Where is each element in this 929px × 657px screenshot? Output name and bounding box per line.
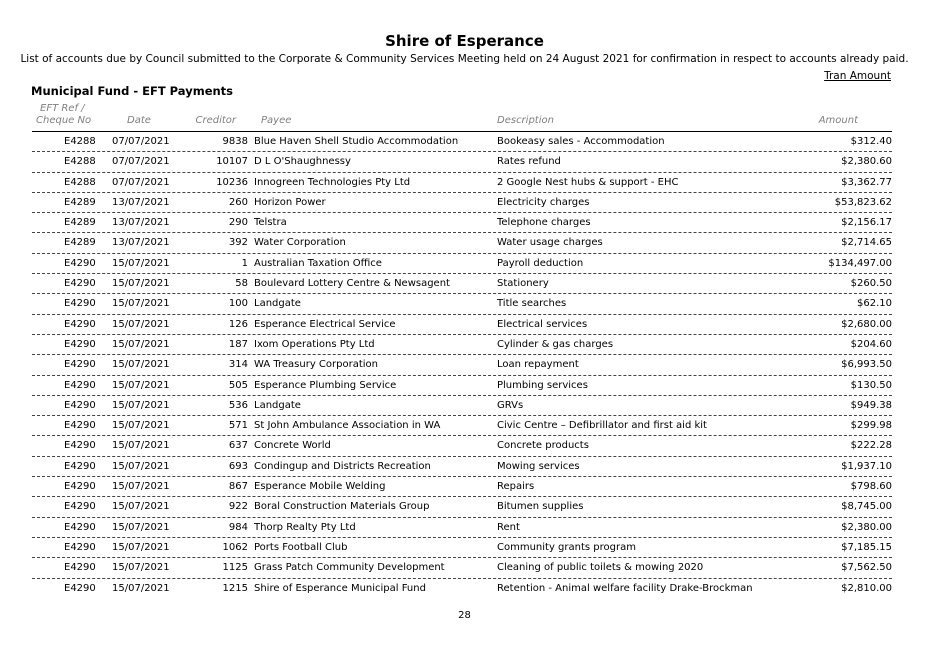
cell-creditor: 100 [228, 298, 248, 310]
cell-creditor: 637 [228, 440, 248, 452]
table-row [32, 294, 892, 314]
cell-creditor: 505 [228, 379, 248, 391]
cell-date: 15/07/2021 [112, 582, 170, 594]
cell-ref: E4290 [64, 460, 96, 472]
column-header-amount: Amount [818, 115, 858, 126]
table-row [32, 173, 892, 193]
cell-ref: E4290 [64, 541, 96, 553]
table-row [32, 538, 892, 558]
cell-payee: Horizon Power [254, 196, 326, 208]
cell-payee: Boral Construction Materials Group [254, 501, 430, 513]
cell-payee: Telstra [254, 217, 287, 229]
cell-description: Stationery [497, 278, 549, 290]
cell-ref: E4290 [64, 420, 96, 432]
cell-creditor: 290 [228, 217, 248, 229]
cell-description: Bookeasy sales - Accommodation [497, 136, 665, 147]
cell-payee: Esperance Electrical Service [254, 318, 396, 330]
cell-creditor: 9838 [222, 136, 248, 147]
cell-date: 15/07/2021 [112, 278, 170, 290]
cell-date: 15/07/2021 [112, 379, 170, 391]
payments-table [32, 132, 892, 598]
cell-amount: $134,497.00 [828, 257, 892, 269]
table-row [32, 254, 892, 274]
cell-creditor: 10236 [216, 176, 248, 188]
cell-creditor: 58 [235, 278, 248, 290]
cell-payee: Water Corporation [254, 237, 346, 249]
cell-date: 15/07/2021 [112, 257, 170, 269]
table-row [32, 579, 892, 598]
cell-creditor: 314 [228, 359, 248, 371]
cell-amount: $6,993.50 [841, 359, 892, 371]
cell-payee: Condingup and Districts Recreation [254, 460, 431, 472]
table-row [32, 416, 892, 436]
cell-amount: $2,680.00 [841, 318, 892, 330]
cell-date: 13/07/2021 [112, 217, 170, 229]
table-row [32, 132, 892, 152]
column-header-ref-line2: Cheque No [36, 115, 92, 126]
table-row [32, 457, 892, 477]
table-row [32, 558, 892, 578]
cell-payee: St John Ambulance Association in WA [254, 420, 441, 432]
cell-date: 07/07/2021 [112, 176, 170, 188]
cell-payee: D L O'Shaughnessy [254, 156, 351, 168]
cell-description: Cleaning of public toilets & mowing 2020 [497, 562, 704, 574]
cell-description: Telephone charges [497, 217, 591, 229]
cell-date: 15/07/2021 [112, 541, 170, 553]
cell-description: Electrical services [497, 318, 588, 330]
cell-ref: E4290 [64, 298, 96, 310]
cell-payee: Grass Patch Community Development [254, 562, 445, 574]
table-row [32, 233, 892, 253]
cell-description: Rent [497, 521, 520, 533]
cell-ref: E4289 [64, 237, 96, 249]
cell-description: 2 Google Nest hubs & support - EHC [497, 176, 679, 188]
cell-description: Electricity charges [497, 196, 590, 208]
cell-date: 15/07/2021 [112, 440, 170, 452]
cell-amount: $2,156.17 [841, 217, 892, 229]
cell-date: 15/07/2021 [112, 399, 170, 411]
cell-payee: Landgate [254, 298, 301, 310]
cell-creditor: 10107 [216, 156, 248, 168]
cell-payee: WA Treasury Corporation [254, 359, 378, 371]
table-row [32, 436, 892, 456]
cell-payee: Esperance Mobile Welding [254, 481, 386, 493]
column-header-date: Date [127, 115, 151, 126]
cell-description: Payroll deduction [497, 257, 584, 269]
cell-ref: E4288 [64, 156, 96, 168]
cell-amount: $8,745.00 [841, 501, 892, 513]
cell-amount: $2,380.60 [841, 156, 892, 168]
cell-payee: Boulevard Lottery Centre & Newsagent [254, 278, 450, 290]
table-row [32, 315, 892, 335]
column-header-ref-line1: EFT Ref / [40, 103, 85, 114]
cell-amount: $949.38 [850, 399, 892, 411]
cell-date: 13/07/2021 [112, 196, 170, 208]
table-row [32, 335, 892, 355]
column-header-creditor: Creditor [195, 115, 236, 126]
cell-creditor: 922 [228, 501, 248, 513]
cell-ref: E4289 [64, 196, 96, 208]
cell-amount: $3,362.77 [841, 176, 892, 188]
cell-ref: E4290 [64, 257, 96, 269]
cell-payee: Ixom Operations Pty Ltd [254, 338, 375, 350]
cell-amount: $798.60 [850, 481, 892, 493]
tran-amount-label: Tran Amount [824, 70, 891, 82]
cell-ref: E4290 [64, 501, 96, 513]
cell-creditor: 1 [241, 257, 248, 269]
page-title: Shire of Esperance [385, 32, 544, 50]
cell-ref: E4290 [64, 562, 96, 574]
cell-ref: E4290 [64, 582, 96, 594]
table-row [32, 152, 892, 172]
cell-date: 15/07/2021 [112, 501, 170, 513]
cell-ref: E4288 [64, 136, 96, 147]
cell-payee: Landgate [254, 399, 301, 411]
cell-ref: E4290 [64, 440, 96, 452]
cell-amount: $1,937.10 [841, 460, 892, 472]
column-header-description: Description [497, 115, 554, 126]
cell-ref: E4290 [64, 481, 96, 493]
cell-amount: $260.50 [850, 278, 892, 290]
cell-amount: $2,810.00 [841, 582, 892, 594]
cell-date: 15/07/2021 [112, 420, 170, 432]
table-row [32, 497, 892, 517]
cell-creditor: 187 [228, 338, 248, 350]
cell-payee: Australian Taxation Office [254, 257, 382, 269]
cell-description: Water usage charges [497, 237, 603, 249]
cell-date: 15/07/2021 [112, 338, 170, 350]
cell-description: Title searches [497, 298, 567, 310]
cell-creditor: 260 [228, 196, 248, 208]
cell-description: Concrete products [497, 440, 589, 452]
table-row [32, 518, 892, 538]
table-row [32, 376, 892, 396]
cell-ref: E4290 [64, 278, 96, 290]
cell-creditor: 984 [228, 521, 248, 533]
cell-description: Rates refund [497, 156, 561, 168]
cell-payee: Thorp Realty Pty Ltd [254, 521, 356, 533]
cell-ref: E4290 [64, 338, 96, 350]
fund-heading: Municipal Fund - EFT Payments [31, 84, 234, 98]
cell-amount: $222.28 [850, 440, 892, 452]
cell-description: Civic Centre – Defibrillator and first aid kit [497, 420, 707, 432]
cell-payee: Concrete World [254, 440, 331, 452]
cell-creditor: 536 [228, 399, 248, 411]
page-number: 28 [458, 610, 471, 621]
table-row [32, 355, 892, 375]
cell-date: 15/07/2021 [112, 481, 170, 493]
cell-payee: Shire of Esperance Municipal Fund [254, 582, 426, 594]
column-header-payee: Payee [261, 115, 292, 126]
cell-ref: E4290 [64, 379, 96, 391]
cell-description: Repairs [497, 481, 535, 493]
cell-description: Mowing services [497, 460, 580, 472]
cell-creditor: 1062 [222, 541, 248, 553]
cell-date: 15/07/2021 [112, 298, 170, 310]
cell-description: Cylinder & gas charges [497, 338, 614, 350]
cell-ref: E4289 [64, 217, 96, 229]
cell-ref: E4290 [64, 521, 96, 533]
cell-description: Community grants program [497, 541, 636, 553]
cell-description: Retention - Animal welfare facility Drake-Brockman [497, 582, 753, 594]
cell-creditor: 392 [228, 237, 248, 249]
cell-date: 07/07/2021 [112, 156, 170, 168]
cell-ref: E4290 [64, 399, 96, 411]
cell-amount: $2,714.65 [841, 237, 892, 249]
table-row [32, 213, 892, 233]
cell-ref: E4290 [64, 318, 96, 330]
cell-creditor: 1125 [222, 562, 248, 574]
cell-amount: $299.98 [850, 420, 892, 432]
cell-creditor: 126 [228, 318, 248, 330]
cell-creditor: 571 [228, 420, 248, 432]
cell-date: 15/07/2021 [112, 562, 170, 574]
cell-amount: $7,562.50 [841, 562, 892, 574]
table-row [32, 396, 892, 416]
cell-amount: $2,380.00 [841, 521, 892, 533]
cell-amount: $204.60 [850, 338, 892, 350]
cell-payee: Innogreen Technologies Pty Ltd [254, 176, 411, 188]
cell-description: Bitumen supplies [497, 501, 584, 513]
cell-ref: E4290 [64, 359, 96, 371]
cell-date: 15/07/2021 [112, 460, 170, 472]
cell-amount: $62.10 [857, 298, 892, 310]
cell-description: Plumbing services [497, 379, 588, 391]
table-row [32, 193, 892, 213]
cell-creditor: 1215 [222, 582, 248, 594]
cell-payee: Esperance Plumbing Service [254, 379, 397, 391]
cell-payee: Blue Haven Shell Studio Accommodation [254, 136, 459, 147]
cell-amount: $312.40 [850, 136, 892, 147]
cell-creditor: 693 [228, 460, 248, 472]
cell-date: 15/07/2021 [112, 521, 170, 533]
cell-payee: Ports Football Club [254, 541, 348, 553]
cell-date: 13/07/2021 [112, 237, 170, 249]
cell-amount: $130.50 [850, 379, 892, 391]
cell-creditor: 867 [228, 481, 248, 493]
cell-amount: $7,185.15 [841, 541, 892, 553]
cell-ref: E4288 [64, 176, 96, 188]
cell-description: Loan repayment [497, 359, 579, 371]
cell-date: 15/07/2021 [112, 318, 170, 330]
report-subtitle: List of accounts due by Council submitted to the Corporate & Community Services Meeting held on 24 August 2021 for confirmation in respect to accounts already paid. [20, 53, 909, 65]
cell-description: GRVs [497, 399, 524, 411]
cell-date: 07/07/2021 [112, 136, 170, 147]
table-row [32, 274, 892, 294]
cell-date: 15/07/2021 [112, 359, 170, 371]
table-row [32, 477, 892, 497]
cell-amount: $53,823.62 [834, 196, 892, 208]
